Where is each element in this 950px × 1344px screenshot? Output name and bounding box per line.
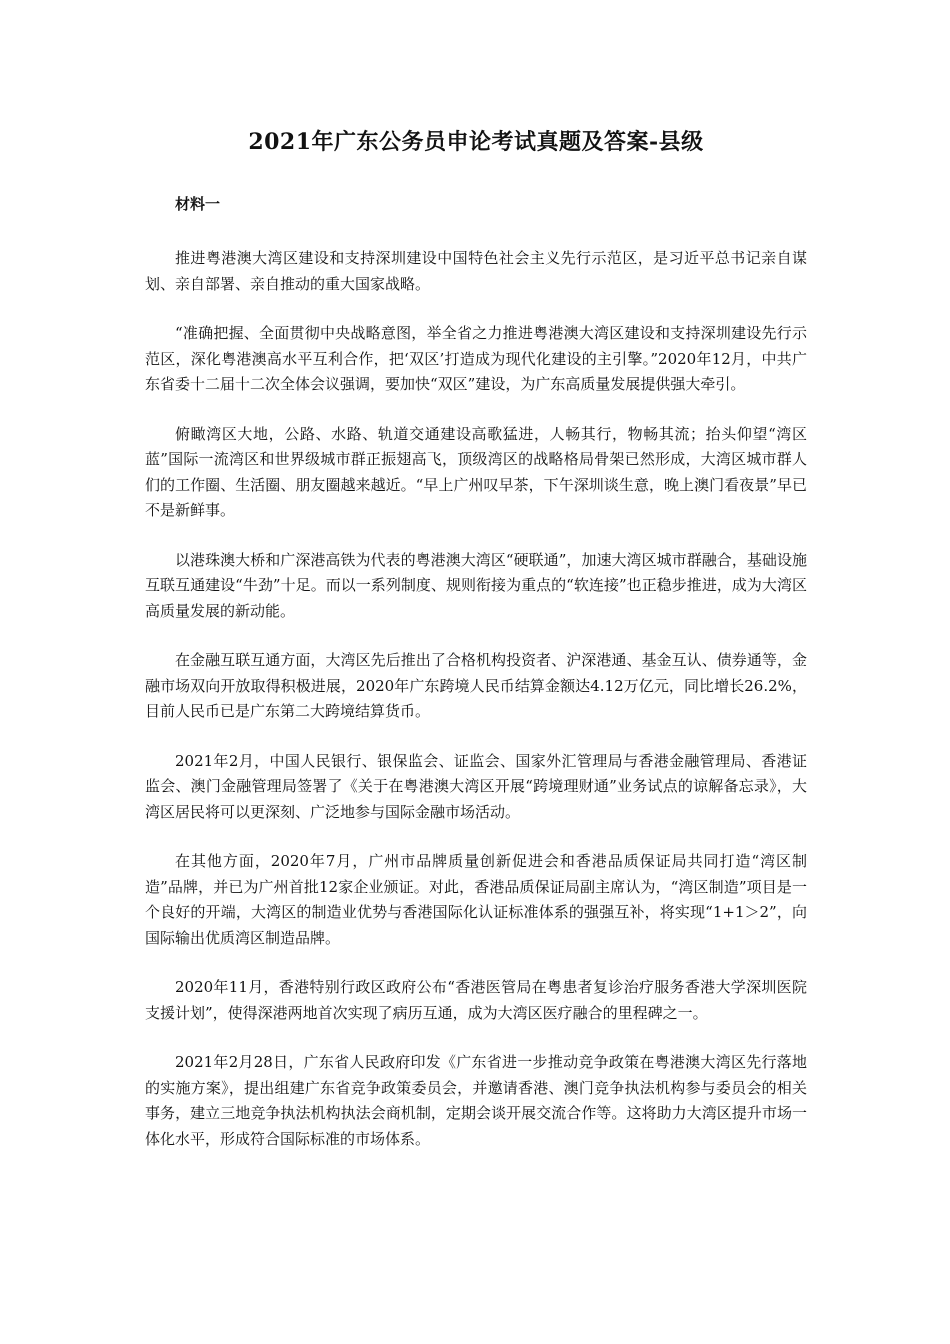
- paragraph-7: 在其他方面，2020年7月，广州市品牌质量创新促进会和香港品质保证局共同打造“湾区制造”品牌，并已为广州首批12家企业颁证。对此，香港品质保证局副主席认为，“湾区制造”项目是一个良好的开端，大湾区的制造业优势与香港国际化认证标准体系的强强互补，将实现“1+1＞2”，向国际输出优质湾区制造品牌。: [145, 852, 807, 947]
- document-title: 2021年广东公务员申论考试真题及答案-县级: [248, 129, 704, 155]
- paragraph-9: 2021年2月28日，广东省人民政府印发《广东省进一步推动竞争政策在粤港澳大湾区先行落地的实施方案》，提出组建广东省竞争政策委员会，并邀请香港、澳门竞争执法机构参与委员会的相关事务，建立三地竞争执法机构执法会商机制，定期会谈开展交流合作等。这将助力大湾区提升市场一体化水平，形成符合国际标准的市场体系。: [145, 1053, 807, 1148]
- paragraph-8: 2020年11月，香港特别行政区政府公布“香港医管局在粤患者复诊治疗服务香港大学深圳医院支援计划”，使得深港两地首次实现了病历互通，成为大湾区医疗融合的里程碑之一。: [145, 978, 807, 1022]
- paragraph-1: 推进粤港澳大湾区建设和支持深圳建设中国特色社会主义先行示范区，是习近平总书记亲自谋划、亲自部署、亲自推动的重大国家战略。: [145, 249, 807, 293]
- paragraph-4: 以港珠澳大桥和广深港高铁为代表的粤港澳大湾区“硬联通”，加速大湾区城市群融合，基础设施互联互通建设“牛劲”十足。而以一系列制度、规则衔接为重点的“软连接”也正稳步推进，成为大湾区高质量发展的新动能。: [145, 550, 807, 620]
- paragraph-2: “准确把握、全面贯彻中央战略意图，举全省之力推进粤港澳大湾区建设和支持深圳建设先行示范区，深化粤港澳高水平互利合作，把‘双区’打造成为现代化建设的主引擎。”2020年12月，中共广东省委十二届十二次全体会议强调，要加快“双区”建设，为广东高质量发展提供强大牵引。: [145, 324, 807, 393]
- section-heading: 材料一: [175, 195, 221, 213]
- paragraph-6: 2021年2月，中国人民银行、银保监会、证监会、国家外汇管理局与香港金融管理局、香港证监会、澳门金融管理局签署了《关于在粤港澳大湾区开展“跨境理财通”业务试点的谅解备忘录》，大湾区居民将可以更深刻、广泛地参与国际金融市场活动。: [145, 751, 807, 821]
- paragraph-5: 在金融互联互通方面，大湾区先后推出了合格机构投资者、沪深港通、基金互认、债券通等，金融市场双向开放取得积极进展，2020年广东跨境人民币结算金额达4.12万亿元，同比增长26.2%，目前人民币已是广东第二大跨境结算货币。: [145, 651, 807, 720]
- paragraph-3: 俯瞰湾区大地，公路、水路、轨道交通建设高歌猛进，人畅其行，物畅其流；抬头仰望“湾区蓝”国际一流湾区和世界级城市群正振翅高飞，顶级湾区的战略格局骨架已然形成，大湾区城市群人们的工作圈、生活圈、朋友圈越来越近。“早上广州叹早茶，下午深圳谈生意，晚上澳门看夜景”早已不是新鲜事。: [145, 424, 807, 519]
- document-page: [145, 126, 807, 1176]
